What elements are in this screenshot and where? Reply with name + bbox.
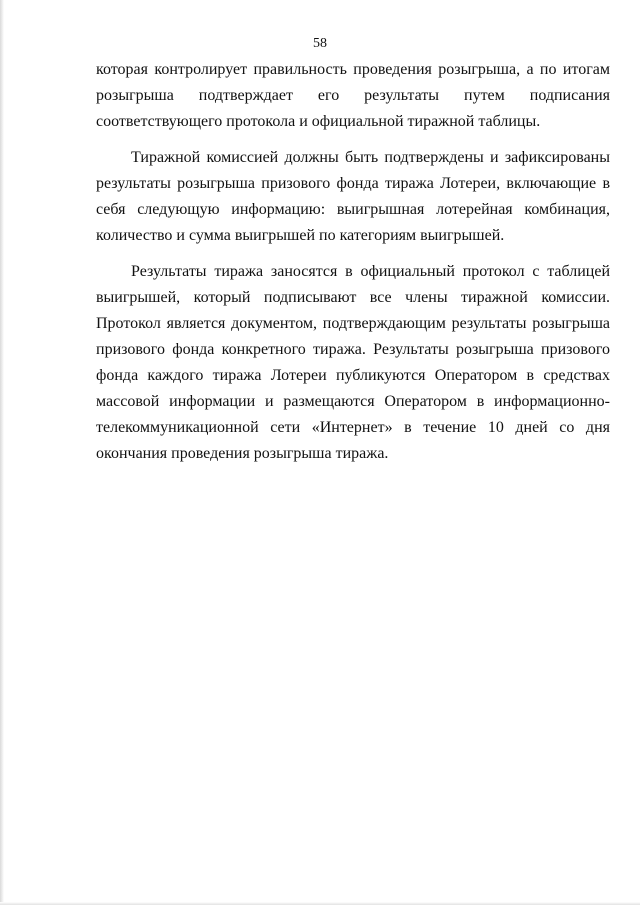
scan-left-edge [0, 0, 4, 905]
paragraph-protocol-publication: Результаты тиража заносятся в официальный протокол с таблицей выигрышей, который подписывают все члены тиражной комиссии. Протокол является документом, подтверждающим результаты розыгрыша призового фонда конкретного тиража. Результаты розыгрыша призового фонда каждого тиража Лотереи публикуются Оператором в средствах массовой информации и размещаются Оператором в информационно-телекоммуникационной сети «Интернет» в течение 10 дней со дня окончания проведения розыгрыша тиража. [96, 263, 610, 462]
page-number: 58 [313, 36, 327, 51]
document-body [96, 57, 610, 467]
paragraph-continuation: которая контролирует правильность проведения розыгрыша, а по итогам розыгрыша подтверждает его результаты путем подписания соответствующего протокола и официальной тиражной таблицы. [96, 61, 610, 130]
paragraph-commission-results: Тиражной комиссией должны быть подтверждены и зафиксированы результаты розыгрыша призового фонда тиража Лотереи, включающие в себя следующую информацию: выигрышная лотерейная комбинация, количество и сумма выигрышей по категориям выигрышей. [96, 149, 610, 244]
